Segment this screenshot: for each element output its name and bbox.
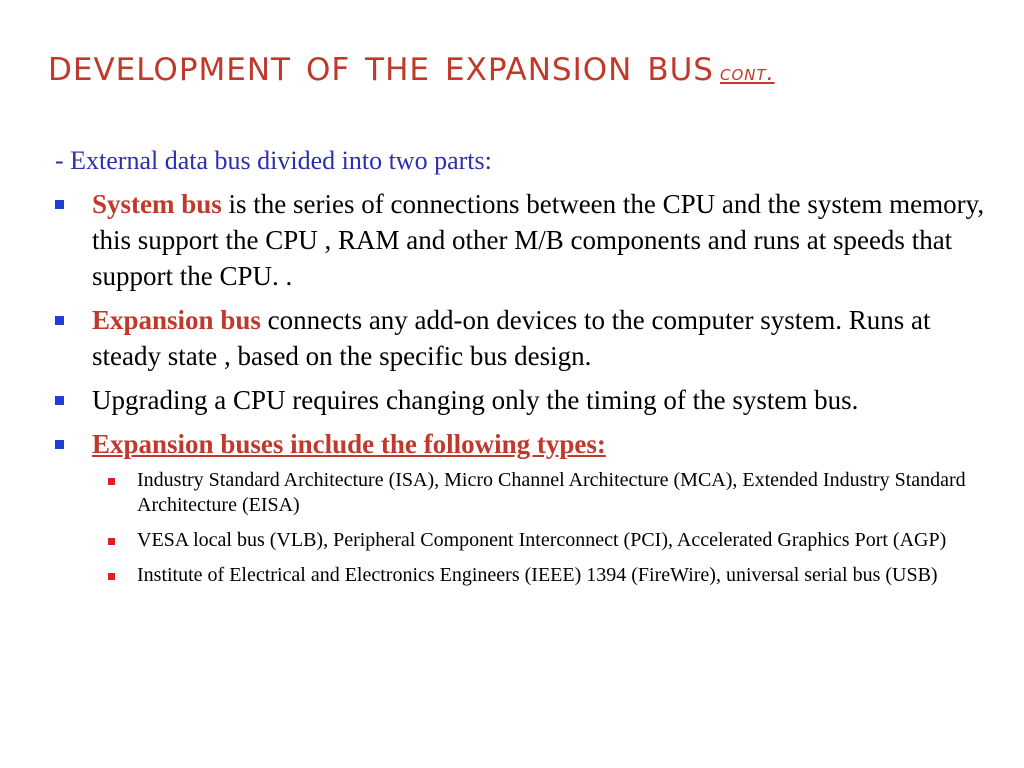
bullet-item-system-bus bbox=[92, 186, 997, 294]
title-text: development of the expansion bus bbox=[48, 40, 714, 91]
small-square-bullet-icon bbox=[108, 538, 115, 545]
bullet-list bbox=[92, 186, 997, 598]
term-system-bus: System bus bbox=[92, 189, 222, 219]
bullet-text: Upgrading a CPU requires changing only the timing of the system bus. bbox=[92, 385, 859, 415]
title-suffix: cont. bbox=[719, 61, 775, 86]
slide-title bbox=[48, 40, 775, 91]
small-square-bullet-icon bbox=[108, 573, 115, 580]
sub-bullet-text: Institute of Electrical and Electronics Engineers (IEEE) 1394 (FireWire), universal serial bus (USB) bbox=[137, 564, 938, 586]
square-bullet-icon bbox=[55, 440, 64, 449]
sub-bullet-text: VESA local bus (VLB), Peripheral Component Interconnect (PCI), Accelerated Graphics Port (AGP) bbox=[137, 529, 947, 551]
sub-bullet-item bbox=[137, 563, 997, 588]
bullet-item-expansion-types bbox=[92, 426, 997, 588]
bullet-item-expansion-bus bbox=[92, 302, 997, 374]
square-bullet-icon bbox=[55, 396, 64, 405]
intro-text: - External data bus divided into two parts: bbox=[55, 146, 492, 175]
sub-bullet-list bbox=[92, 468, 997, 588]
square-bullet-icon bbox=[55, 200, 64, 209]
bullet-text: connects any add-on devices to the computer system. Runs at steady state , based on the specific bus design. bbox=[92, 305, 931, 371]
bullet-item-upgrading-cpu bbox=[92, 382, 997, 418]
term-expansion-types: Expansion buses include the following types: bbox=[92, 429, 606, 459]
square-bullet-icon bbox=[55, 316, 64, 325]
term-expansion-bus: Expansion bus bbox=[92, 305, 261, 335]
small-square-bullet-icon bbox=[108, 478, 115, 485]
sub-bullet-text: Industry Standard Architecture (ISA), Micro Channel Architecture (MCA), Extended Industry Standard Architecture (EISA) bbox=[137, 469, 966, 516]
bullet-text: is the series of connections between the CPU and the system memory, this support the CPU , RAM and other M/B components and runs at speeds that support the CPU. . bbox=[92, 189, 985, 291]
sub-bullet-item bbox=[137, 528, 997, 553]
sub-bullet-item bbox=[137, 468, 997, 518]
